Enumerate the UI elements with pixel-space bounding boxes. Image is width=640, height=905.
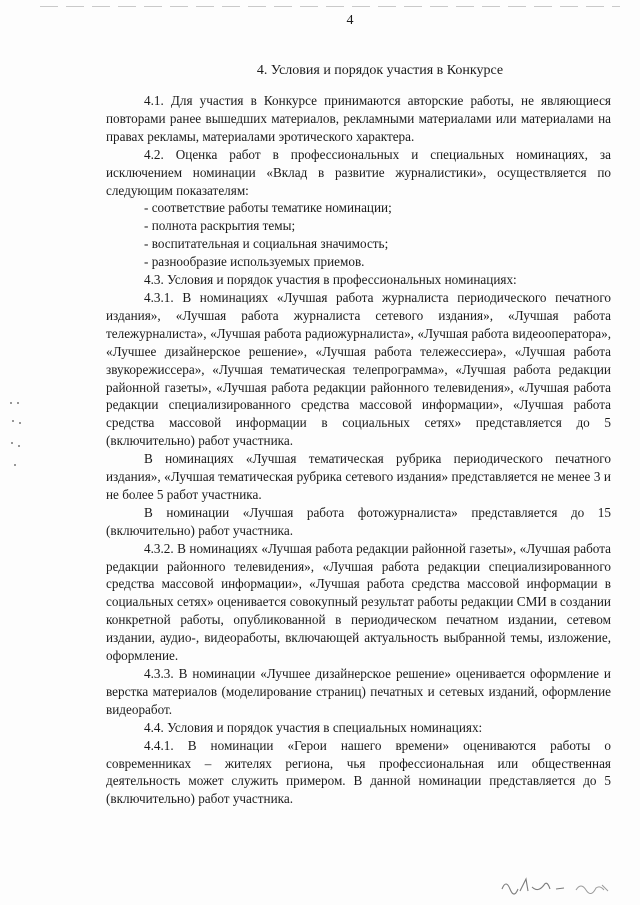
section-title: 4. Условия и порядок участия в Конкурсе [256,63,504,78]
paragraph-4-4: 4.4. Условия и порядок участия в специальных номинациях: [144,719,483,735]
criteria-item: - соответствие работы тематике номинации; [144,200,392,216]
paragraph-4-3: 4.3. Условия и порядок участия в профессиональных номинациях: [144,272,517,288]
scan-edge-line [40,6,620,7]
paragraph-4-3-3: 4.3.3. В номинации «Лучшее дизайнерское решение» оценивается оформление и верстка материалов (моделирование страниц) печатных и сетевых изданий, оформление видеоработ. [106,666,611,717]
binding-hole-marks [8,398,26,478]
criteria-item: - разнообразие используемых приемов. [144,254,365,270]
paragraph-photo-nomination: В номинации «Лучшая работа фотожурналиста» представляется до 15 (включительно) работ участника. [106,504,611,538]
paragraph-rubric-nominations: В номинациях «Лучшая тематическая рубрика периодического печатного издания», «Лучшая тематическая рубрика сетевого издания» представляется не менее 3 и не более 5 работ участника. [106,451,611,502]
paragraph-4-1: 4.1. Для участия в Конкурсе принимаются авторские работы, не являющиеся повторами ранее вышедших материалов, рекламными материалами или материалами на правах рекламы, материалами эротического характера. [106,93,611,144]
handwritten-signature [498,871,618,897]
paragraph-4-4-1: 4.4.1. В номинации «Герои нашего времени» оцениваются работы о современниках – жителях региона, чья профессиональная или общественная деятельность может служить примером. В данной номинации представляется до 5 (включительно) работ участника. [106,737,611,807]
criteria-item: - полнота раскрытия темы; [144,218,296,234]
paragraph-4-2: 4.2. Оценка работ в профессиональных и специальных номинациях, за исключением номинации «Вклад в развитие журналистики», осуществляется по следующим показателям: [106,146,611,198]
document-body [106,92,611,808]
paragraph-4-3-2: 4.3.2. В номинациях «Лучшая работа редакции районной газеты», «Лучшая работа редакции районного телевидения», «Лучшая работа редакции специализированного средства массовой информации», «Лучшая работа средства массовой информации в социальных сетях» оценивается совокупный результат работы редакции СМИ в создании конкретной работы, опубликованной в периодическом печатном издании, сетевом издании, аудио-, видеоработы, включающей актуальность выбранной темы, изложение, оформление. [106,540,611,664]
criteria-item: - воспитательная и социальная значимость; [144,236,389,252]
page-number: 4 [346,13,354,28]
paragraph-4-3-1: 4.3.1. В номинациях «Лучшая работа журналиста периодического печатного издания», «Лучшая работа журналиста сетевого издания», «Лучшая работа тележурналиста», «Лучшая работа радиожурналиста», «Лучшая работа видеооператора», «Лучшее дизайнерское решение», «Лучшая работа тележессиера», «Лучшая работа звукорежиссера», «Лучшая тематическая телепрограмма», «Лучшая работа редакции районной газеты», «Лучшая работа редакции районного телевидения», «Лучшая работа редакции специализированного средства массовой информации», «Лучшая работа средства массовой информации в социальных сетях» представляется до 5 (включительно) работ участника. [106,289,611,449]
